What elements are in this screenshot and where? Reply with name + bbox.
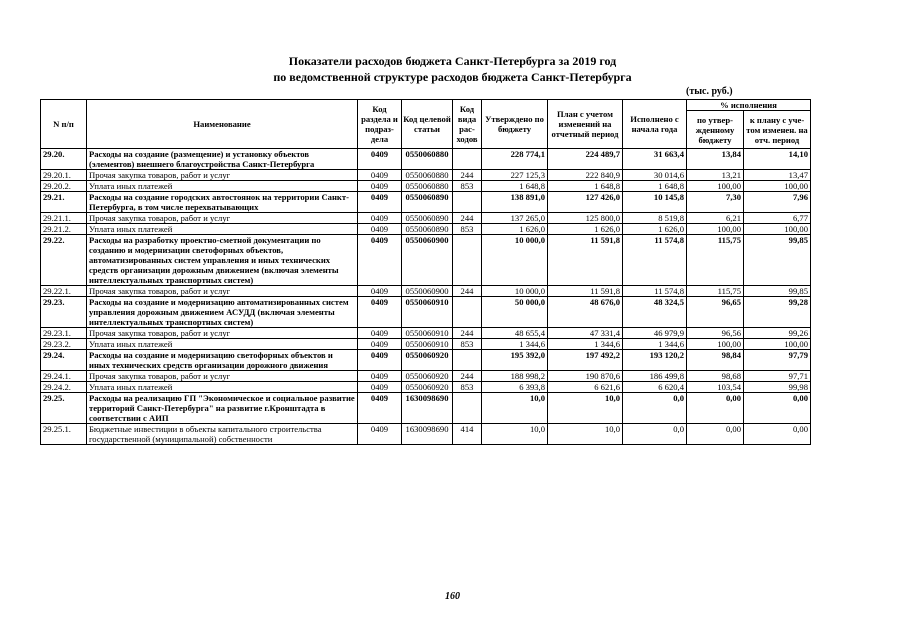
row-pct-budget: 100,00 [687,181,744,192]
table-row [41,424,811,445]
page-number: 160 [445,591,460,602]
row-approved: 137 265,0 [482,213,548,224]
row-number: 29.20.2. [41,181,87,192]
header-target-code: Код целевой статьи [402,100,453,149]
row-type-code: 244 [453,170,482,181]
row-pct-plan: 100,00 [744,224,811,235]
row-plan: 10,0 [548,393,623,424]
row-pct-budget: 0,00 [687,424,744,445]
row-type-code [453,235,482,286]
row-pct-plan: 97,79 [744,350,811,371]
row-plan: 10,0 [548,424,623,445]
row-approved: 1 626,0 [482,224,548,235]
header-type-code: Код вида рас-ходов [453,100,482,149]
row-number: 29.24. [41,350,87,371]
row-section-code: 0409 [358,213,402,224]
header-section-code: Код раздела и подраз-дела [358,100,402,149]
row-approved: 1 648,8 [482,181,548,192]
header-percent: % исполнения [687,100,811,111]
row-section-code: 0409 [358,170,402,181]
row-pct-budget: 0,00 [687,393,744,424]
row-section-code: 0409 [358,328,402,339]
row-executed: 0,0 [623,424,687,445]
row-target-code: 0550060880 [402,181,453,192]
row-name: Уплата иных платежей [87,339,358,350]
row-number: 29.25.1. [41,424,87,445]
row-target-code: 0550060880 [402,170,453,181]
header-approved: Утверждено по бюджету [482,100,548,149]
row-name: Расходы на создание и модернизацию светофорных объектов и иных технических средств организации дорожного движения [87,350,358,371]
header-plan: План с учетом изменений на отчетный период [548,100,623,149]
row-plan: 1 648,8 [548,181,623,192]
row-type-code: 853 [453,339,482,350]
table-row [41,286,811,297]
row-approved: 6 393,8 [482,382,548,393]
header-executed: Исполнено с начала года [623,100,687,149]
row-pct-plan: 99,28 [744,297,811,328]
row-pct-budget: 96,65 [687,297,744,328]
row-executed: 1 648,8 [623,181,687,192]
row-type-code: 244 [453,213,482,224]
row-executed: 10 145,8 [623,192,687,213]
row-target-code: 0550060890 [402,213,453,224]
row-plan: 1 344,6 [548,339,623,350]
row-pct-budget: 115,75 [687,286,744,297]
row-pct-plan: 7,96 [744,192,811,213]
row-name: Уплата иных платежей [87,224,358,235]
row-plan: 1 626,0 [548,224,623,235]
row-section-code: 0409 [358,371,402,382]
row-pct-plan: 100,00 [744,181,811,192]
row-number: 29.22. [41,235,87,286]
row-section-code: 0409 [358,235,402,286]
row-number: 29.22.1. [41,286,87,297]
row-executed: 48 324,5 [623,297,687,328]
row-pct-budget: 6,21 [687,213,744,224]
row-pct-budget: 115,75 [687,235,744,286]
row-plan: 224 489,7 [548,149,623,170]
row-executed: 30 014,6 [623,170,687,181]
table-row [41,192,811,213]
table-row [41,350,811,371]
row-section-code: 0409 [358,393,402,424]
units-label: (тыс. руб.) [686,86,733,97]
row-approved: 228 774,1 [482,149,548,170]
row-type-code: 244 [453,371,482,382]
row-type-code [453,149,482,170]
row-approved: 10,0 [482,393,548,424]
row-plan: 125 800,0 [548,213,623,224]
table-row [41,149,811,170]
row-approved: 48 655,4 [482,328,548,339]
row-plan: 48 676,0 [548,297,623,328]
row-approved: 50 000,0 [482,297,548,328]
row-pct-plan: 100,00 [744,339,811,350]
row-pct-plan: 99,85 [744,235,811,286]
report-title-line2: по ведомственной структуре расходов бюджета Санкт-Петербурга [273,70,632,84]
row-plan: 190 870,6 [548,371,623,382]
row-type-code: 244 [453,286,482,297]
row-target-code: 1630098690 [402,393,453,424]
row-number: 29.21.2. [41,224,87,235]
row-executed: 186 499,8 [623,371,687,382]
row-section-code: 0409 [358,350,402,371]
row-target-code: 0550060910 [402,328,453,339]
row-executed: 11 574,8 [623,286,687,297]
table-row [41,235,811,286]
row-number: 29.20. [41,149,87,170]
row-name: Расходы на создание и модернизацию автоматизированных систем управления дорожным движением АСУДД (включая элементы интеллектуальных транспортных систем) [87,297,358,328]
row-target-code: 0550060890 [402,224,453,235]
row-approved: 195 392,0 [482,350,548,371]
row-section-code: 0409 [358,424,402,445]
row-pct-plan: 97,71 [744,371,811,382]
table-row [41,339,811,350]
row-type-code [453,393,482,424]
row-name: Расходы на реализацию ГП "Экономическое и социальное развитие территорий Санкт-Петербурга" на развитие г.Кронштадта в соответствии с АИП [87,393,358,424]
row-pct-budget: 100,00 [687,224,744,235]
row-type-code: 853 [453,181,482,192]
row-number: 29.23. [41,297,87,328]
row-target-code: 0550060910 [402,297,453,328]
row-type-code [453,350,482,371]
row-section-code: 0409 [358,181,402,192]
table-row [41,213,811,224]
row-name: Бюджетные инвестиции в объекты капитального строительства государственной (муниципальной) собственности [87,424,358,445]
row-executed: 0,0 [623,393,687,424]
row-target-code: 0550060920 [402,382,453,393]
row-pct-budget: 103,54 [687,382,744,393]
row-name: Прочая закупка товаров, работ и услуг [87,286,358,297]
row-pct-budget: 13,21 [687,170,744,181]
row-approved: 10,0 [482,424,548,445]
budget-table [40,99,811,445]
row-pct-plan: 6,77 [744,213,811,224]
row-executed: 46 979,9 [623,328,687,339]
row-approved: 10 000,0 [482,235,548,286]
row-number: 29.24.1. [41,371,87,382]
row-type-code: 244 [453,328,482,339]
row-pct-plan: 99,85 [744,286,811,297]
row-plan: 47 331,4 [548,328,623,339]
row-executed: 8 519,8 [623,213,687,224]
row-type-code: 853 [453,382,482,393]
row-target-code: 0550060890 [402,192,453,213]
header-num: N п/п [41,100,87,149]
row-section-code: 0409 [358,224,402,235]
row-plan: 127 426,0 [548,192,623,213]
row-name: Прочая закупка товаров, работ и услуг [87,328,358,339]
row-approved: 138 891,0 [482,192,548,213]
table-row [41,393,811,424]
table-row [41,371,811,382]
row-pct-plan: 99,98 [744,382,811,393]
row-section-code: 0409 [358,339,402,350]
row-name: Прочая закупка товаров, работ и услуг [87,213,358,224]
row-number: 29.21.1. [41,213,87,224]
table-row [41,382,811,393]
row-plan: 11 591,8 [548,286,623,297]
row-approved: 1 344,6 [482,339,548,350]
row-type-code: 414 [453,424,482,445]
header-row [41,100,811,111]
row-number: 29.25. [41,393,87,424]
row-target-code: 0550060900 [402,286,453,297]
row-executed: 1 626,0 [623,224,687,235]
header-name: Наименование [87,100,358,149]
row-target-code: 0550060880 [402,149,453,170]
table-row [41,181,811,192]
row-target-code: 1630098690 [402,424,453,445]
row-section-code: 0409 [358,382,402,393]
row-section-code: 0409 [358,297,402,328]
row-name: Уплата иных платежей [87,382,358,393]
row-pct-plan: 0,00 [744,424,811,445]
row-section-code: 0409 [358,192,402,213]
row-executed: 6 620,4 [623,382,687,393]
row-pct-budget: 100,00 [687,339,744,350]
table-row [41,170,811,181]
row-plan: 222 840,9 [548,170,623,181]
row-type-code [453,297,482,328]
row-number: 29.21. [41,192,87,213]
header-pct-budget: по утвер-жденному бюджету [687,111,744,149]
row-pct-budget: 98,68 [687,371,744,382]
row-name: Расходы на разработку проектно-сметной документации по созданию и модернизации светофорных объектов, автоматизированных систем управления и иных технических средств организации дорожным движением (включая элементы интеллектуальных транспортных систем) [87,235,358,286]
row-name: Прочая закупка товаров, работ и услуг [87,371,358,382]
row-pct-budget: 98,84 [687,350,744,371]
row-target-code: 0550060900 [402,235,453,286]
row-name: Уплата иных платежей [87,181,358,192]
row-pct-plan: 0,00 [744,393,811,424]
row-target-code: 0550060910 [402,339,453,350]
row-number: 29.23.2. [41,339,87,350]
row-name: Расходы на создание (размещение) и установку объектов (элементов) внешнего благоустройства Санкт-Петербурга [87,149,358,170]
row-pct-budget: 7,30 [687,192,744,213]
row-plan: 6 621,6 [548,382,623,393]
row-approved: 227 125,3 [482,170,548,181]
row-number: 29.24.2. [41,382,87,393]
header-pct-plan: к плану с уче-том изменен. на отч. период [744,111,811,149]
row-executed: 193 120,2 [623,350,687,371]
table-row [41,224,811,235]
row-target-code: 0550060920 [402,371,453,382]
table-row [41,328,811,339]
row-number: 29.20.1. [41,170,87,181]
row-name: Расходы на создание городских автостоянок на территории Санкт-Петербурга, в том числе перехватывающих [87,192,358,213]
row-pct-budget: 96,56 [687,328,744,339]
row-pct-budget: 13,84 [687,149,744,170]
row-executed: 11 574,8 [623,235,687,286]
row-approved: 188 998,2 [482,371,548,382]
row-executed: 31 663,4 [623,149,687,170]
row-pct-plan: 13,47 [744,170,811,181]
row-type-code: 853 [453,224,482,235]
row-plan: 197 492,2 [548,350,623,371]
row-plan: 11 591,8 [548,235,623,286]
row-name: Прочая закупка товаров, работ и услуг [87,170,358,181]
row-approved: 10 000,0 [482,286,548,297]
row-executed: 1 344,6 [623,339,687,350]
row-type-code [453,192,482,213]
row-target-code: 0550060920 [402,350,453,371]
table-body [41,149,811,445]
table-row [41,297,811,328]
row-pct-plan: 99,26 [744,328,811,339]
row-section-code: 0409 [358,286,402,297]
row-section-code: 0409 [358,149,402,170]
row-number: 29.23.1. [41,328,87,339]
report-title-line1: Показатели расходов бюджета Санкт-Петербурга за 2019 год [288,54,617,68]
row-pct-plan: 14,10 [744,149,811,170]
